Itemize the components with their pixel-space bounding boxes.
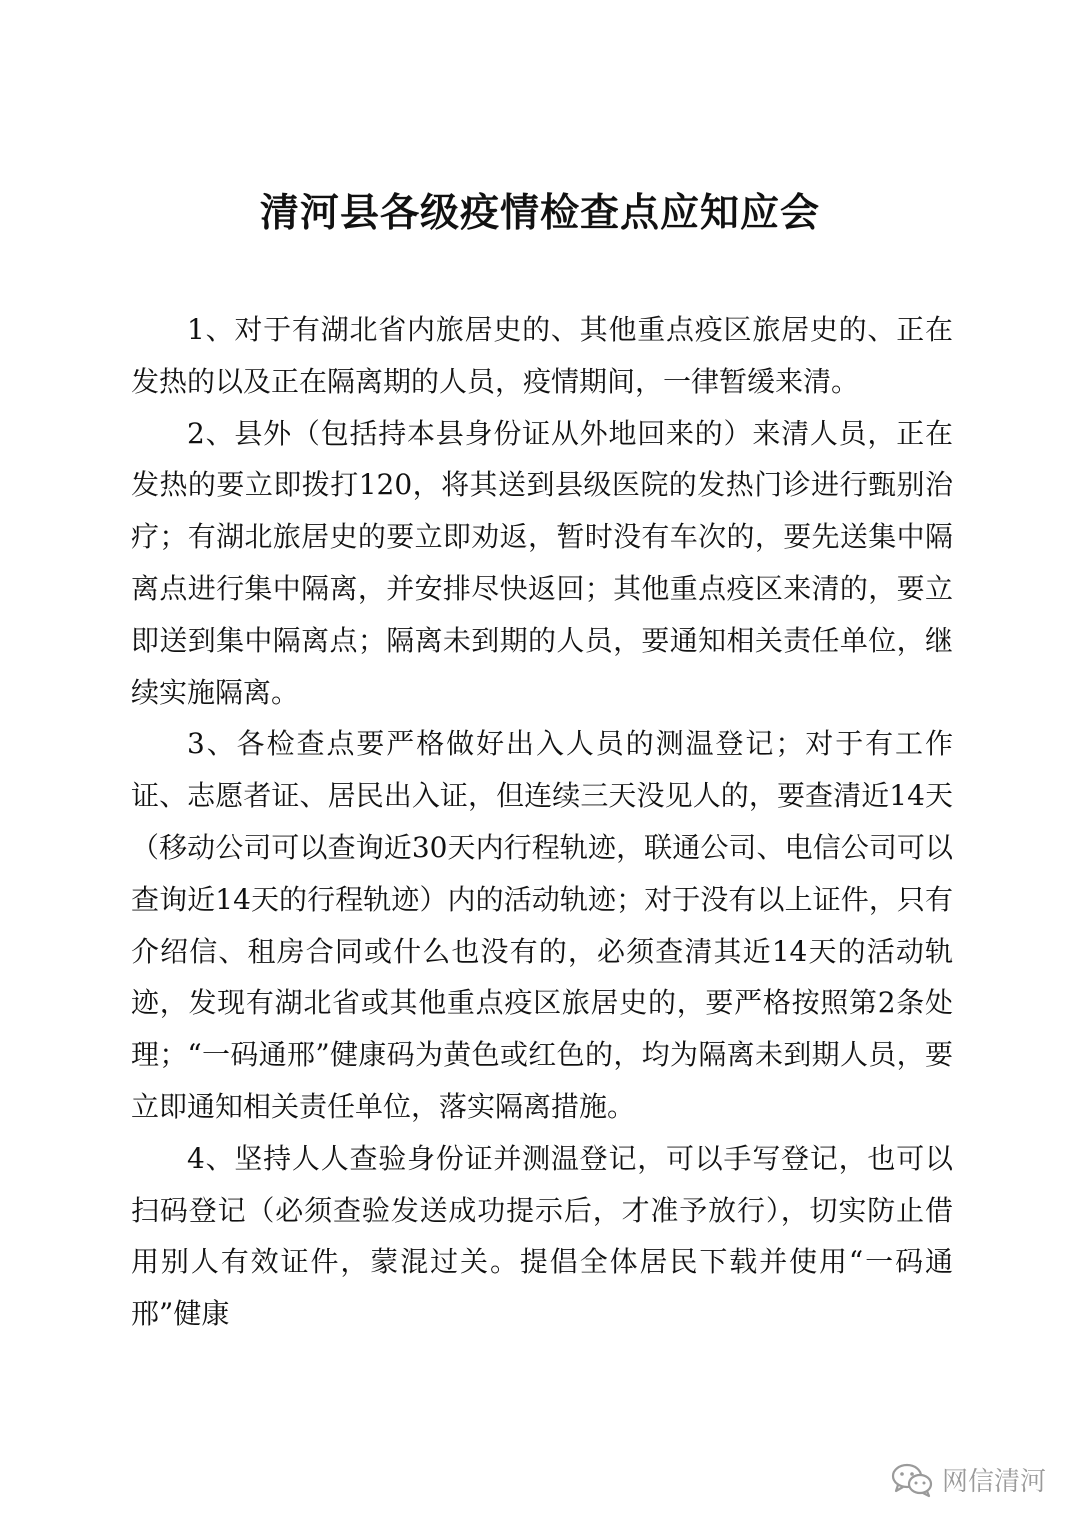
- document-body: [131, 304, 953, 1340]
- page-title: 清河县各级疫情检查点应知应会: [259, 191, 820, 236]
- paragraph-1: 1、对于有湖北省内旅居史的、其他重点疫区旅居史的、正在发热的以及正在隔离期的人员，疫情期间，一律暂缓来清。: [131, 313, 953, 398]
- paragraph-4: 4、坚持人人查验身份证并测温登记，可以手写登记，也可以扫码登记（必须查验发送成功提示后，才准予放行），切实防止借用别人有效证件，蒙混过关。提倡全体居民下载并使用“一码通邢”健康: [131, 1141, 953, 1331]
- source-watermark: [890, 1461, 1046, 1498]
- wechat-icon: [890, 1462, 934, 1498]
- paragraph-3: 3、各检查点要严格做好出入人员的测温登记；对于有工作证、志愿者证、居民出入证，但连续三天没见人的，要查清近14天（移动公司可以查询近30天内行程轨迹，联通公司、电信公司可以查询近14天的行程轨迹）内的活动轨迹；对于没有以上证件，只有介绍信、租房合同或什么也没有的，必须查清其近14天的活动轨迹，发现有湖北省或其他重点疫区旅居史的，要严格按照第2条处理；“一码通邢”健康码为黄色或红色的，均为隔离未到期人员，要立即通知相关责任单位，落实隔离措施。: [131, 727, 953, 1123]
- watermark-text: 网信清河: [941, 1467, 1046, 1497]
- paragraph-2: 2、县外（包括持本县身份证从外地回来的）来清人员，正在发热的要立即拨打120，将其送到县级医院的发热门诊进行甄别治疗；有湖北旅居史的要立即劝返，暂时没有车次的，要先送集中隔离点进行集中隔离，并安排尽快返回；其他重点疫区来清的，要立即送到集中隔离点；隔离未到期的人员，要通知相关责任单位，继续实施隔离。: [131, 416, 953, 709]
